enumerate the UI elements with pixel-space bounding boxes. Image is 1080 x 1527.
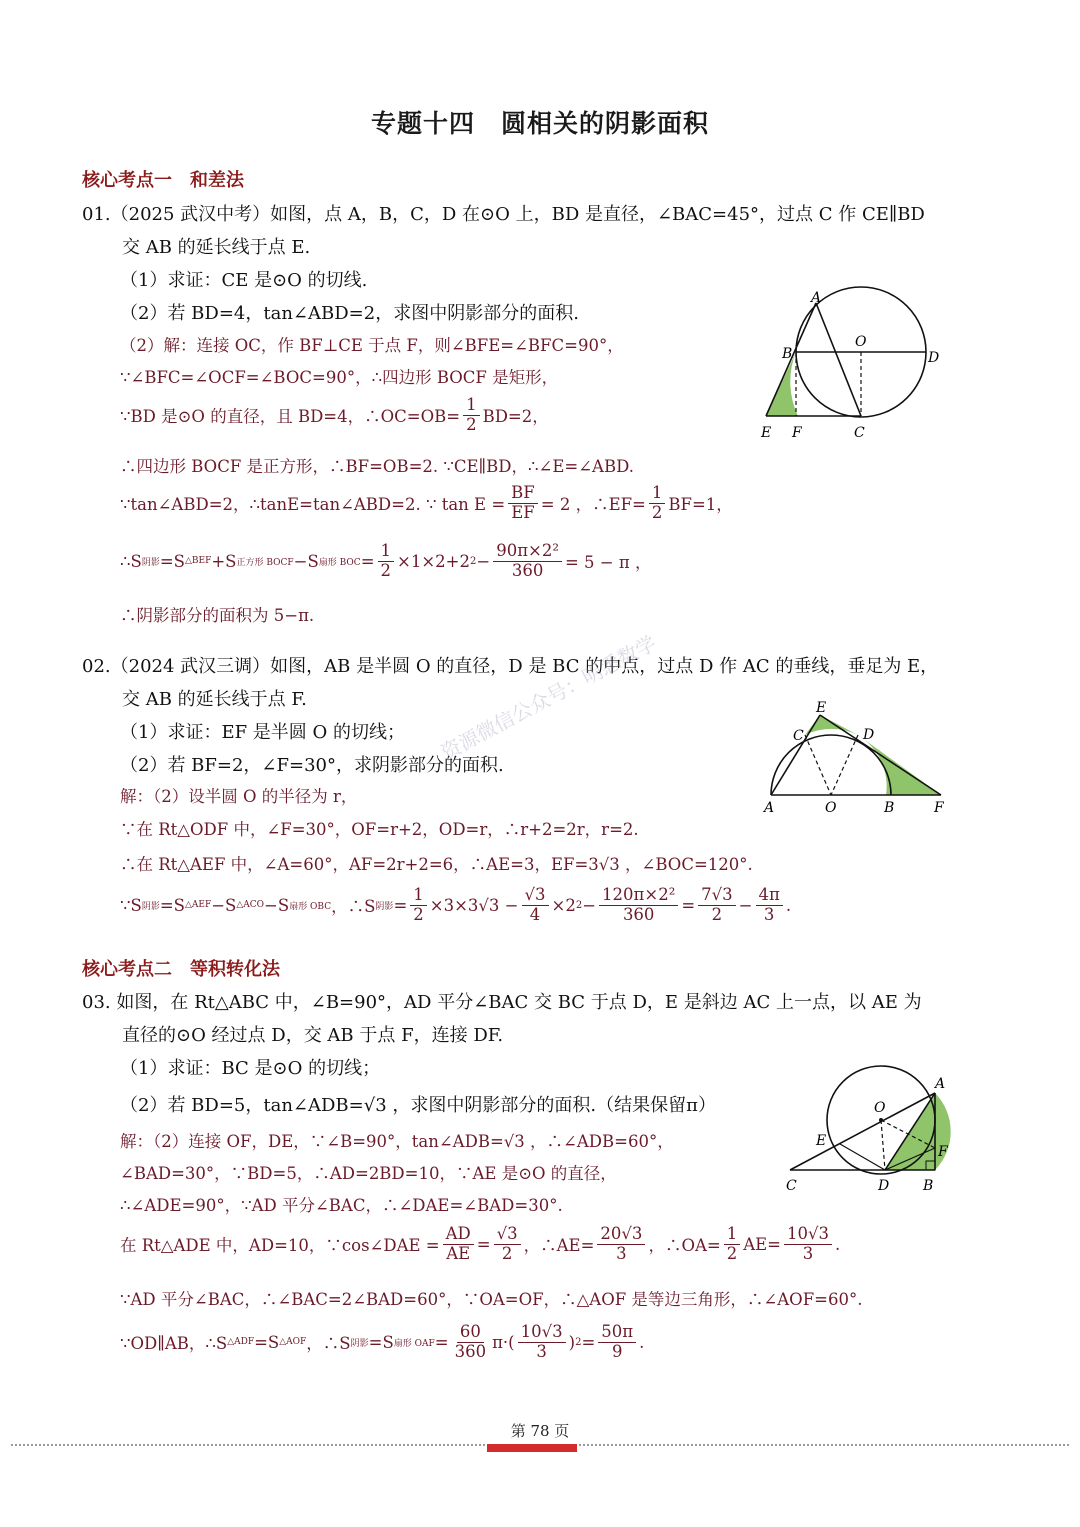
q2-sol4-equals: = xyxy=(393,895,408,915)
q2-label-c: C xyxy=(793,728,804,744)
q3-sol6-eq: =S xyxy=(254,1332,280,1352)
q2-label-o: O xyxy=(825,800,837,816)
q2-sub-aco: △ACO xyxy=(236,900,265,911)
q1-sol6-minus: −S xyxy=(293,551,319,571)
q3-label-a: A xyxy=(935,1076,946,1092)
q1-solution-line3 xyxy=(120,396,549,435)
q2-solution-line4 xyxy=(120,886,791,925)
q3-sol4-ae: ，∴AE= xyxy=(523,1236,595,1256)
q3-part2: （2）若 BD=5，tan∠ADB=√3 ，求图中阴影部分的面积.（结果保留π） xyxy=(120,1095,716,1116)
q3-part1: （1）求证：BC 是⊙O 的切线； xyxy=(120,1058,381,1079)
page-number: 第 78 页 xyxy=(510,1422,570,1440)
q1-solution-line2: ∵∠BFC=∠OCF=∠BOC=90°，∴四边形 BOCF 是矩形， xyxy=(120,368,559,387)
q2-sol4-prod: ×3×3√3 − xyxy=(429,895,519,915)
q3-figure xyxy=(780,1060,955,1200)
q3-fraction-4: $\frac{1}{2}$ xyxy=(724,1225,741,1264)
q1-sol6-plus: +S xyxy=(211,551,237,571)
q1-sol6-minus2: − xyxy=(476,551,491,571)
q1-sol6-s: ∴S xyxy=(120,551,142,571)
q3-sup2: 2 xyxy=(575,1336,582,1348)
q2-label-e: E xyxy=(816,700,827,716)
q3-sol4-oa: ，∴OA= xyxy=(648,1236,721,1256)
q2-sub-sector: 扇形 OBC xyxy=(289,901,332,912)
q1-solution-line5 xyxy=(120,484,733,523)
q2-sol4-minus3: − xyxy=(582,895,597,915)
q3-stem-line1: 03. 如图，在 Rt△ABC 中，∠B=90°，AD 平分∠BAC 交 BC 于点 D，E 是斜边 AC 上一点，以 AE 为 xyxy=(82,992,922,1013)
q1-sol5-text: ∵tan∠ABD=2，∴tanE=tan∠ABD=2. ∵ tan E = xyxy=(120,495,506,515)
q3-solution-line5: ∵AD 平分∠BAC，∴∠BAC=2∠BAD=60°，∵OA=OF，∴△AOF 是等边三角形，∴∠AOF=60°. xyxy=(120,1290,863,1309)
q1-label-d: D xyxy=(928,350,940,366)
q3-sol4-eq: = xyxy=(476,1234,491,1254)
q3-fraction-6: $\frac{60}{360}$ xyxy=(454,1322,487,1361)
q1-label-b: B xyxy=(782,346,793,362)
q3-sol6-paren: ) xyxy=(568,1332,576,1352)
q1-part1: （1）求证：CE 是⊙O 的切线. xyxy=(120,270,368,291)
q1-sub-shadow: 阴影 xyxy=(141,557,160,568)
q3-sub-aof: △AOF xyxy=(279,1337,307,1348)
q1-figure xyxy=(755,285,955,445)
q3-sub-sector: 扇形 OAF xyxy=(393,1338,435,1349)
watermark: 资源微信公众号：明悉数学 xyxy=(436,630,661,765)
q1-sup2: 2 xyxy=(470,555,477,567)
q2-sol4-s: ∵S xyxy=(120,895,142,915)
q1-sol6-result: = 5 − π ， xyxy=(564,553,652,573)
q2-fraction-5: $\frac{4\pi}{3}$ xyxy=(756,886,783,925)
q2-sol4-minus: −S xyxy=(211,895,237,915)
page-title: 专题十四 圆相关的阴影面积 xyxy=(370,109,709,138)
q2-fraction-3: $\frac{\text{120π×2²}}{360}$ xyxy=(599,886,678,925)
q1-sol6-equals: = xyxy=(360,551,375,571)
q1-label-a: A xyxy=(811,290,822,306)
q1-fraction-tan: $\frac{BF}{EF}$ xyxy=(508,484,538,523)
q2-part2: （2）若 BF=2，∠F=30°，求阴影部分的面积. xyxy=(120,755,504,776)
q2-fraction-4: $\frac{7√3}{2}$ xyxy=(698,886,736,925)
q3-label-o: O xyxy=(874,1100,886,1116)
q1-fraction-half-3: $\frac{1}{2}$ xyxy=(378,542,395,581)
footer-accent-bar xyxy=(487,1444,577,1452)
q3-sol6-s: ∵OD∥AB，∴S xyxy=(120,1334,228,1354)
q2-sol4-eq: =S xyxy=(159,895,185,915)
q2-fraction-1: $\frac{1}{2}$ xyxy=(410,886,427,925)
q3-solution-line4 xyxy=(120,1225,840,1264)
q2-fraction-2: $\frac{√3}{4}$ xyxy=(522,886,549,925)
q2-label-a: A xyxy=(764,800,775,816)
q3-label-e: E xyxy=(816,1133,827,1149)
q1-sol6-eq: =S xyxy=(159,551,185,571)
q1-sub-bef: △BEF xyxy=(184,556,212,567)
q2-sol4-therefore: ，∴S xyxy=(331,897,376,917)
q1-solution-line1: （2）解：连接 OC，作 BF⊥CE 于点 F，则∠BFE=∠BFC=90°， xyxy=(120,336,624,355)
section-heading-1: 核心考点一 和差法 xyxy=(82,170,244,191)
q1-sub-sector: 扇形 BOC xyxy=(318,557,361,568)
q1-stem-line2: 交 AB 的延长线于点 E. xyxy=(122,237,311,258)
q1-label-o: O xyxy=(855,334,867,350)
q3-sol6-end: . xyxy=(639,1332,645,1352)
q2-label-d: D xyxy=(863,727,875,743)
q3-label-b: B xyxy=(923,1178,934,1194)
q3-fraction-5: $\frac{10√3}{3}$ xyxy=(784,1225,832,1264)
q2-label-b: B xyxy=(884,800,895,816)
q2-sub-aef: △AEF xyxy=(184,900,212,911)
q3-label-f: F xyxy=(938,1144,948,1160)
q2-sol4-times: ×2 xyxy=(551,895,576,915)
q1-sol5-mid: = 2 ，∴EF= xyxy=(540,495,646,515)
q3-solution-line2: ∠BAD=30°，∵BD=5，∴AD=2BD=10，∵AE 是⊙O 的直径， xyxy=(120,1164,617,1183)
q3-fraction-3: $\frac{20√3}{3}$ xyxy=(597,1225,645,1264)
q2-sol4-equals2: = xyxy=(681,895,696,915)
q3-stem-line2: 直径的⊙O 经过点 D，交 AB 于点 F，连接 DF. xyxy=(122,1025,504,1046)
q2-sol4-end: . xyxy=(785,895,792,915)
q3-sol4-ae2: AE= xyxy=(743,1234,782,1254)
q2-sup2: 2 xyxy=(575,899,583,911)
q3-sol6-pi: π·( xyxy=(492,1332,515,1352)
q3-solution-line6 xyxy=(120,1323,644,1362)
q3-sol4-end: . xyxy=(835,1234,841,1254)
q1-solution-line7: ∴阴影部分的面积为 5−π. xyxy=(120,606,315,625)
q2-stem-line1: 02.（2024 武汉三调）如图，AB 是半圆 O 的直径，D 是 BC 的中点，过点 D 作 AC 的垂线，垂足为 E， xyxy=(82,656,939,677)
q2-solution-line2: ∵在 Rt△ODF 中，∠F=30°，OF=r+2，OD=r，∴r+2=2r，r=2. xyxy=(120,820,639,839)
q3-sol6-therefore: ，∴S xyxy=(306,1334,351,1354)
q1-part2: （2）若 BD=4，tan∠ABD=2，求图中阴影部分的面积. xyxy=(120,303,579,324)
q3-sol6-eq4: = xyxy=(581,1332,596,1352)
q3-fraction-2: $\frac{√3}{2}$ xyxy=(494,1225,521,1264)
section-heading-2: 核心考点二 等积转化法 xyxy=(82,959,280,980)
q3-sub-shadow: 阴影 xyxy=(350,1338,369,1349)
q1-fraction-sector: $\frac{\text{90π×2²}}{360}$ xyxy=(493,542,562,581)
q3-sol4-text: 在 Rt△ADE 中，AD=10，∵cos∠DAE = xyxy=(120,1236,440,1256)
q1-sol3-tail: BD=2， xyxy=(482,407,549,427)
q3-label-c: C xyxy=(786,1178,797,1194)
q1-sol5-tail: BF=1， xyxy=(668,495,733,515)
q1-sol3-text: ∵BD 是⊙O 的直径，且 BD=4，∴OC=OB= xyxy=(120,407,461,427)
q1-label-c: C xyxy=(854,425,865,441)
q1-fraction-half-2: $\frac{1}{2}$ xyxy=(649,484,666,523)
q3-sol6-eq2: =S xyxy=(368,1332,394,1352)
q1-sol6-prod: ×1×2+2 xyxy=(397,551,470,571)
q3-label-d: D xyxy=(878,1178,890,1194)
q1-solution-line6 xyxy=(120,542,651,581)
q1-label-e: E xyxy=(761,425,772,441)
q3-solution-line1: 解：（2）连接 OF，DE，∵∠B=90°，tan∠ADB=√3 ，∴∠ADB=60°， xyxy=(120,1132,674,1151)
q2-part1: （1）求证：EF 是半圆 O 的切线； xyxy=(120,722,406,743)
q2-sub-shadow-2: 阴影 xyxy=(375,901,394,912)
q3-fraction-1: $\frac{AD}{AE}$ xyxy=(443,1225,474,1264)
q2-sol4-minus4: − xyxy=(738,895,753,915)
q3-sol6-eq3: = xyxy=(434,1332,449,1352)
q3-fraction-7: $\frac{10√3}{3}$ xyxy=(518,1323,566,1362)
q2-solution-line3: ∴在 Rt△AEF 中，∠A=60°，AF=2r+2=6，∴AE=3，EF=3√3 ，∠BOC=120°. xyxy=(120,855,753,874)
q2-sub-shadow: 阴影 xyxy=(141,901,160,912)
q2-stem-line2: 交 AB 的延长线于点 F. xyxy=(122,689,307,710)
q1-stem-line1: 01.（2025 武汉中考）如图，点 A，B，C，D 在⊙O 上，BD 是直径，∠BAC=45°，过点 C 作 CE∥BD xyxy=(82,204,925,225)
q2-sol4-minus2: −S xyxy=(264,895,290,915)
q3-solution-line3: ∴∠ADE=90°，∵AD 平分∠BAC，∴∠DAE=∠BAD=30°. xyxy=(120,1196,563,1215)
q2-figure xyxy=(755,695,955,820)
q1-label-f: F xyxy=(792,425,802,441)
q1-fraction-half: $\frac{1}{2}$ xyxy=(463,396,480,435)
q1-solution-line4: ∴四边形 BOCF 是正方形，∴BF=OB=2. ∵CE∥BD，∴∠E=∠ABD. xyxy=(120,457,634,476)
q3-fraction-8: $\frac{50\pi}{9}$ xyxy=(598,1323,636,1362)
q2-label-f: F xyxy=(934,800,944,816)
q3-sub-adf: △ADF xyxy=(227,1337,255,1348)
q2-solution-line1: 解：（2）设半圆 O 的半径为 r， xyxy=(120,787,358,806)
q1-sub-square: 正方形 BOCF xyxy=(236,557,294,568)
